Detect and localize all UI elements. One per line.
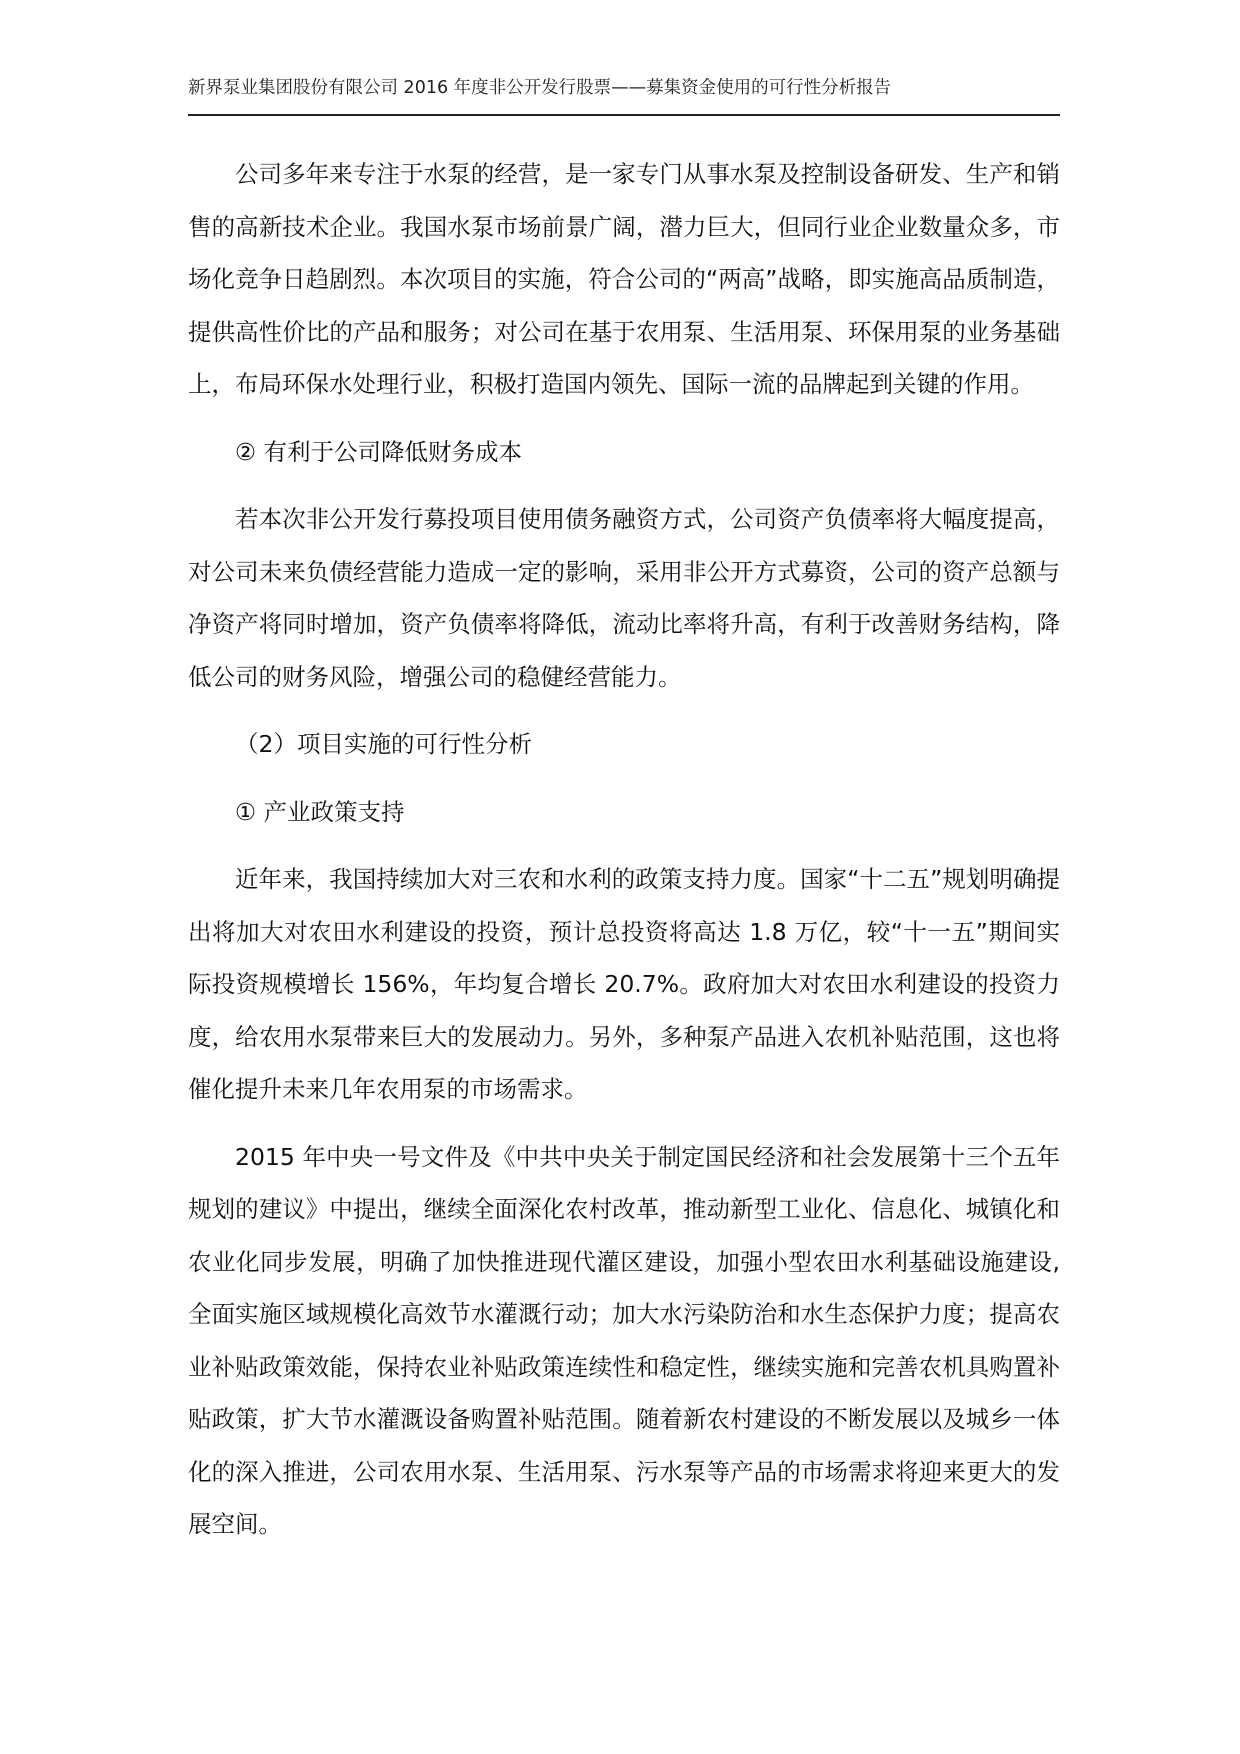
paragraph-financing-structure: 若本次非公开发行募投项目使用债务融资方式，公司资产负债率将大幅度提高，对公司未来负债经营能力造成一定的影响，采用非公开方式募资，公司的资产总额与净资产将同时增加，资产负债率将降低，流动比率将升高，有利于改善财务结构，降低公司的财务风险，增强公司的稳健经营能力。: [188, 505, 1060, 691]
subheading-reduce-financial-cost: ② 有利于公司降低财务成本: [235, 437, 523, 466]
subheading-industry-policy-support: ① 产业政策支持: [235, 797, 405, 826]
paragraph-company-focus: 公司多年来专注于水泵的经营，是一家专门从事水泵及控制设备研发、生产和销售的高新技术企业。我国水泵市场前景广阔，潜力巨大，但同行业企业数量众多，市场化竞争日趋剧烈。本次项目的实施，符合公司的“两高”战略，即实施高品质制造，提供高性价比的产品和服务；对公司在基于农用泵、生活用泵、环保用泵的业务基础上，布局环保水处理行业，积极打造国内领先、国际一流的品牌起到关键的作用。: [188, 160, 1060, 398]
section-heading-feasibility-analysis: （2）项目实施的可行性分析: [235, 730, 532, 758]
paragraph-no1-document-policy: 2015 年中央一号文件及《中共中央关于制定国民经济和社会发展第十三个五年规划的建议》中提出，继续全面深化农村改革，推动新型工业化、信息化、城镇化和农业化同步发展，明确了加快推进现代灌区建设，加强小型农田水利基础设施建设,全面实施区域规模化高效节水灌溉行动；加大水污染防治和水生态保护力度；提高农业补贴政策效能，保持农业补贴政策连续性和稳定性，继续实施和完善农机具购置补贴政策，扩大节水灌溉设备购置补贴范围。随着新农村建设的不断发展以及城乡一体化的深入推进，公司农用水泵、生活用泵、污水泵等产品的市场需求将迎来更大的发展空间。: [188, 1142, 1060, 1538]
document-body: [188, 148, 1060, 1551]
paragraph-irrigation-investment: 近年来，我国持续加大对三农和水利的政策支持力度。国家“十二五”规划明确提出将加大对农田水利建设的投资，预计总投资将高达 1.8 万亿，较“十一五”期间实际投资规模增长 156%，年均复合增长 20.7%。政府加大对农田水利建设的投资力度，给农用水泵带来巨大的发展动力。另外，多种泵产品进入农机补贴范围，这也将催化提升未来几年农用泵的市场需求。: [188, 865, 1060, 1103]
header-divider: [188, 114, 1060, 116]
running-header: 新界泵业集团股份有限公司 2016 年度非公开发行股票——募集资金使用的可行性分析报告: [188, 78, 892, 98]
